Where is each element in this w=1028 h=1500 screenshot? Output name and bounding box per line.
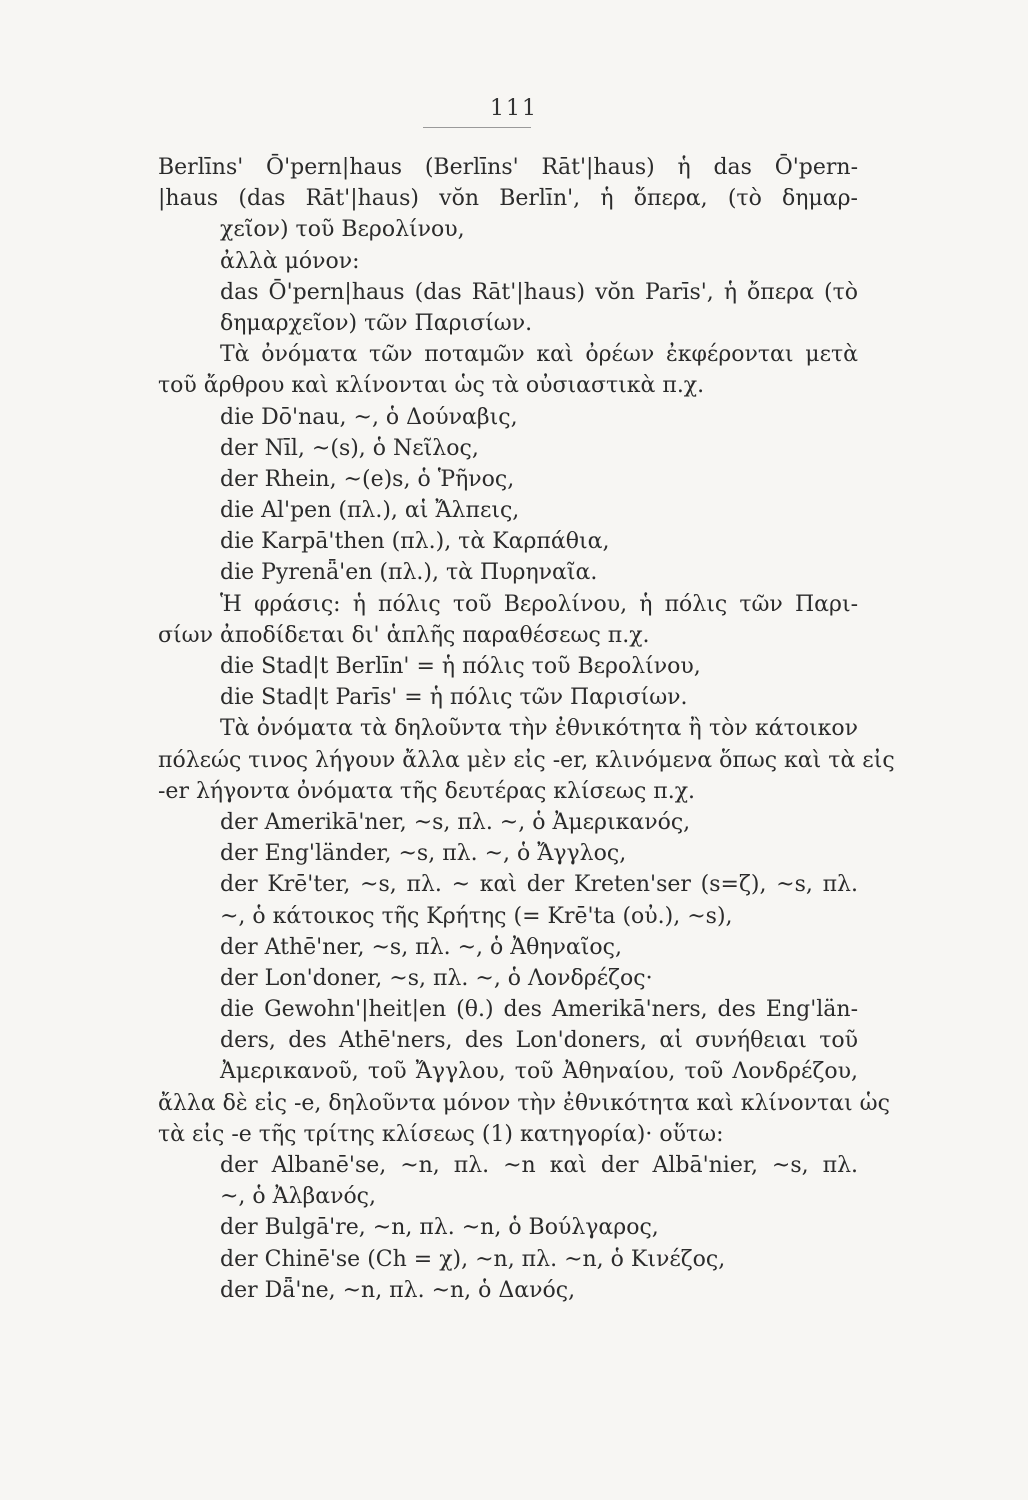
- text-line: die Stad|t Berlīn' = ἡ πόλις τοῦ Βερολίνου,: [220, 654, 701, 679]
- text-line: |haus (das Rāt'|haus) vŏn Berlīn', ἡ ὄπερα, (τὸ δημαρ-: [158, 186, 858, 212]
- text-line: ders, des Athē'ners, des Lon'doners, αἱ συνήθειαι τοῦ: [220, 1028, 858, 1054]
- text-line: der Bulgā're, ~n, πλ. ~n, ὁ Βούλγαρος,: [220, 1215, 659, 1241]
- page-number: 111: [490, 96, 538, 121]
- text-line: der Athē'ner, ~s, πλ. ~, ὁ Ἀθηναῖος,: [220, 934, 622, 960]
- text-line: τοῦ ἄρθρου καὶ κλίνονται ὡς τὰ οὐσιαστικὰ π.χ.: [158, 373, 705, 399]
- text-line: Ἀμερικανοῦ, τοῦ Ἄγγλου, τοῦ Ἀθηναίου, τοῦ Λονδρέζου,: [220, 1059, 858, 1085]
- text-line: der Chinē'se (Ch = χ), ~n, πλ. ~n, ὁ Κινέζος,: [220, 1246, 726, 1272]
- text-line: ~, ὁ κάτοικος τῆς Κρήτης (= Krē'ta (οὐ.), ~s),: [220, 903, 733, 929]
- text-line: δημαρχεῖον) τῶν Παρισίων.: [220, 310, 533, 336]
- text-line: die Pyrenǟ'en (πλ.), τὰ Πυρηναῖα.: [220, 560, 598, 586]
- text-line: die Dō'nau, ~, ὁ Δούναβις,: [220, 404, 518, 430]
- text-line: die Stad|t Parīs' = ἡ πόλις τῶν Παρισίων.: [220, 685, 688, 711]
- text-line: Berlīns' Ō'pern|haus (Berlīns' Rāt'|haus) ἡ das Ō'pern-: [158, 155, 858, 180]
- page-number-rule: [423, 127, 531, 128]
- text-line: die Karpā'then (πλ.), τὰ Καρπάθια,: [220, 529, 610, 555]
- text-line: πόλεώς τινος λήγουν ἄλλα μὲν εἰς -er, κλινόμενα ὅπως καὶ τὰ εἰς: [158, 747, 895, 773]
- text-line: die Gewohn'|heit|en (θ.) des Amerikā'ners, des Eng'län-: [220, 997, 858, 1023]
- text-line: χεῖον) τοῦ Βερολίνου,: [220, 217, 465, 243]
- text-line: das Ō'pern|haus (das Rāt'|haus) vŏn Parīs', ἡ ὄπερα (τὸ: [220, 279, 858, 305]
- text-line: der Nīl, ~(s), ὁ Νεῖλος,: [220, 435, 479, 461]
- text-line: ἀλλὰ μόνον:: [220, 248, 360, 274]
- text-line: der Krē'ter, ~s, πλ. ~ καὶ der Kreten'ser (s=ζ), ~s, πλ.: [220, 872, 858, 898]
- text-line: Τὰ ὀνόματα τὰ δηλοῦντα τὴν ἐθνικότητα ἢ τὸν κάτοικον: [220, 716, 858, 742]
- text-line: -er λήγοντα ὀνόματα τῆς δευτέρας κλίσεως π.χ.: [158, 778, 696, 804]
- text-line: τὰ εἰς -e τῆς τρίτης κλίσεως (1) κατηγορία)· οὕτω:: [158, 1121, 724, 1147]
- text-line: der Eng'länder, ~s, πλ. ~, ὁ Ἄγγλος,: [220, 841, 627, 867]
- text-line: die Al'pen (πλ.), αἱ Ἄλπεις,: [220, 498, 520, 524]
- text-line: der Rhein, ~(e)s, ὁ Ῥῆνος,: [220, 466, 515, 492]
- text-line: Ἡ φράσις: ἡ πόλις τοῦ Βερολίνου, ἡ πόλις τῶν Παρι-: [220, 591, 858, 617]
- text-line: der Dǟ'ne, ~n, πλ. ~n, ὁ Δανός,: [220, 1277, 576, 1303]
- text-line: ~, ὁ Ἀλβανός,: [220, 1184, 376, 1210]
- text-line: Τὰ ὀνόματα τῶν ποταμῶν καὶ ὀρέων ἐκφέρονται μετὰ: [220, 342, 858, 368]
- text-line: der Albanē'se, ~n, πλ. ~n καὶ der Albā'nier, ~s, πλ.: [220, 1153, 858, 1178]
- text-line: der Lon'doner, ~s, πλ. ~, ὁ Λονδρέζος·: [220, 965, 653, 991]
- text-line: ἄλλα δὲ εἰς -e, δηλοῦντα μόνον τὴν ἐθνικότητα καὶ κλίνονται ὡς: [158, 1090, 890, 1116]
- text-line: der Amerikā'ner, ~s, πλ. ~, ὁ Ἀμερικανός,: [220, 809, 691, 835]
- text-line: σίων ἀποδίδεται δι' ἁπλῆς παραθέσεως π.χ.: [158, 622, 650, 648]
- page-body-text: [158, 152, 895, 1306]
